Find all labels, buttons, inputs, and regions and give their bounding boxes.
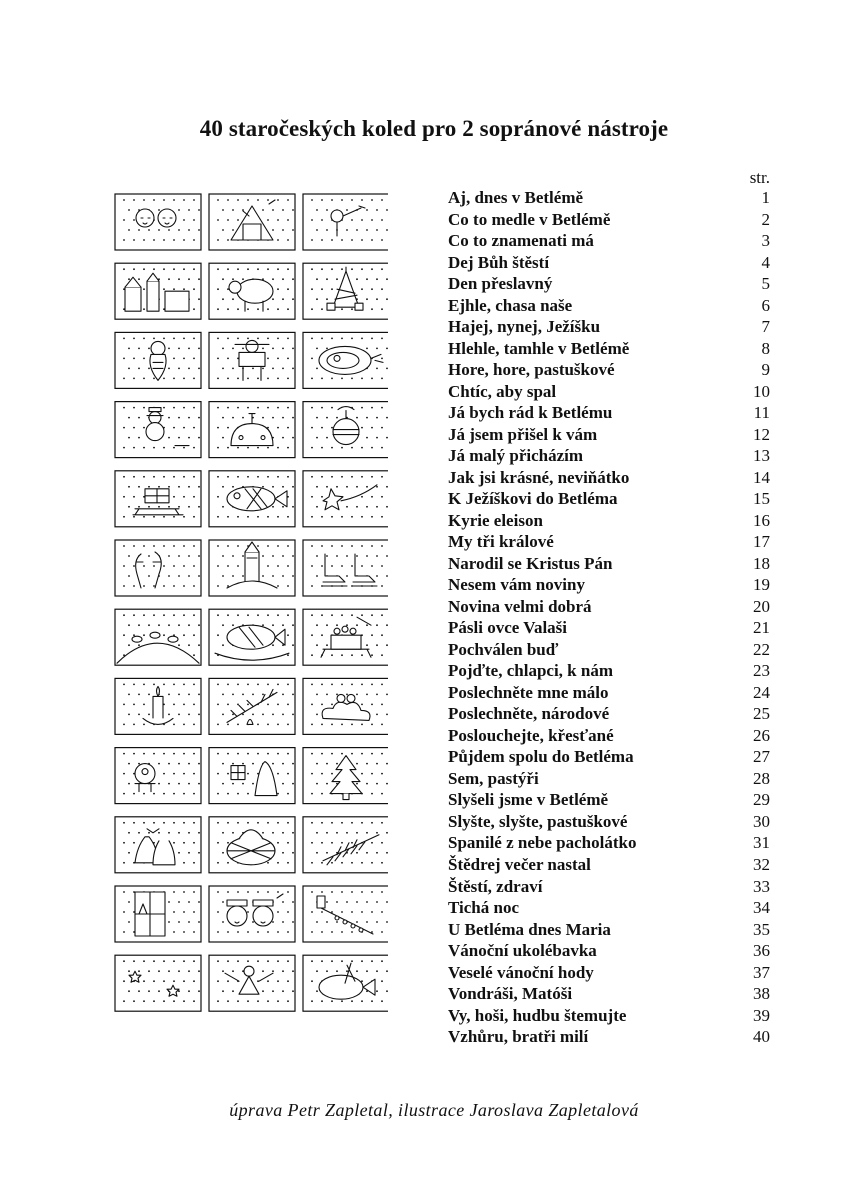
song-page-number: 1 bbox=[761, 188, 770, 207]
song-title: Nesem vám noviny bbox=[448, 575, 585, 595]
song-title: Poslouchejte, křesťané bbox=[448, 725, 614, 745]
song-title: Pásli ovce Valaši bbox=[448, 618, 568, 638]
song-title: Hajej, nynej, Ježíšku bbox=[448, 317, 601, 337]
snowman-icon bbox=[115, 402, 201, 458]
sheep-on-hill-icon bbox=[115, 609, 201, 665]
illustration-grid bbox=[113, 192, 388, 1052]
song-page-number: 14 bbox=[753, 467, 770, 487]
song-title: U Betléma dnes Maria bbox=[448, 919, 611, 939]
toc-row bbox=[448, 381, 770, 403]
toc-row bbox=[448, 897, 770, 919]
toc-row bbox=[448, 488, 770, 510]
song-title: K Ježíškovi do Betléma bbox=[448, 489, 618, 509]
ice-skates-icon bbox=[303, 540, 388, 596]
song-page-number: 33 bbox=[753, 876, 770, 896]
song-title: Ejhle, chasa naše bbox=[448, 295, 573, 315]
song-page-number: 23 bbox=[753, 661, 770, 681]
song-page-number: 25 bbox=[753, 704, 770, 724]
song-title: Chtíc, aby spal bbox=[448, 381, 557, 401]
church-tower-icon bbox=[209, 540, 295, 596]
angels-faces-icon bbox=[115, 194, 201, 250]
toc-row bbox=[448, 359, 770, 381]
song-page-number: 22 bbox=[753, 639, 770, 659]
fish-on-platter-icon bbox=[209, 609, 295, 665]
bird-in-cage-icon bbox=[115, 748, 201, 804]
song-page-number: 18 bbox=[753, 553, 770, 573]
song-page-number: 6 bbox=[761, 295, 770, 315]
song-title: Hore, hore, pastuškové bbox=[448, 360, 615, 380]
song-page-number: 29 bbox=[753, 790, 770, 810]
toc-row bbox=[448, 811, 770, 833]
toc-row bbox=[448, 854, 770, 876]
song-title: Veselé vánoční hody bbox=[448, 962, 594, 982]
christmas-ornament-icon bbox=[303, 402, 388, 458]
song-title: Kyrie eleison bbox=[448, 510, 543, 530]
toc-row bbox=[448, 832, 770, 854]
song-title: Novina velmi dobrá bbox=[448, 596, 592, 616]
song-page-number: 30 bbox=[753, 811, 770, 831]
song-page-number: 11 bbox=[753, 403, 770, 423]
window-tree-icon bbox=[115, 886, 201, 942]
toc-row bbox=[448, 467, 770, 489]
toc-row bbox=[448, 962, 770, 984]
toc-row bbox=[448, 639, 770, 661]
toc-row bbox=[448, 338, 770, 360]
toc-row bbox=[448, 574, 770, 596]
song-page-number: 19 bbox=[753, 575, 770, 595]
toc-row bbox=[448, 746, 770, 768]
song-title: Den přeslavný bbox=[448, 274, 553, 294]
song-title: Slyšeli jsme v Betlémě bbox=[448, 790, 609, 810]
page-title: 40 staročeských koled pro 2 sopránové nástroje bbox=[199, 116, 669, 141]
song-page-number: 15 bbox=[753, 489, 770, 509]
toc-row bbox=[448, 531, 770, 553]
toc-row bbox=[448, 273, 770, 295]
angel-with-fish-icon bbox=[303, 955, 388, 1011]
flying-angel-icon bbox=[209, 955, 295, 1011]
song-page-number: 17 bbox=[753, 532, 770, 552]
toc-row bbox=[448, 682, 770, 704]
song-title: Tichá noc bbox=[448, 898, 520, 918]
sled-with-basket-icon bbox=[303, 609, 388, 665]
song-title: Spanilé z nebe pacholátko bbox=[448, 833, 637, 853]
toc-row bbox=[448, 725, 770, 747]
baby-in-manger-icon bbox=[303, 332, 388, 388]
song-title: Co to medle v Betlémě bbox=[448, 209, 611, 229]
fish-icon bbox=[209, 471, 295, 527]
candle-icon bbox=[115, 678, 201, 734]
sled-with-gift-icon bbox=[115, 471, 201, 527]
song-title: Vy, hoši, hudbu štemujte bbox=[448, 1005, 627, 1025]
toc-row bbox=[448, 703, 770, 725]
toc-row bbox=[448, 660, 770, 682]
pine-branch-bell-icon bbox=[209, 678, 295, 734]
song-page-number: 27 bbox=[753, 747, 770, 767]
toc-row bbox=[448, 553, 770, 575]
song-title: Vondráši, Matóši bbox=[448, 984, 573, 1004]
table-of-contents bbox=[448, 187, 770, 1048]
song-title: Já malý přicházím bbox=[448, 446, 584, 466]
fir-branch-icon bbox=[303, 817, 388, 873]
song-page-number: 28 bbox=[753, 768, 770, 788]
night-house-icon bbox=[209, 748, 295, 804]
song-title: Vzhůru, bratři milí bbox=[448, 1027, 589, 1047]
song-page-number: 34 bbox=[753, 898, 770, 918]
song-title: Půjdem spolu do Betléma bbox=[448, 747, 634, 767]
song-title: Pochválen buď bbox=[448, 639, 559, 659]
song-page-number: 20 bbox=[753, 596, 770, 616]
credits: úprava Petr Zapletal, ilustrace Jaroslava Zapletalová bbox=[229, 1100, 639, 1120]
song-title: Pojďte, chlapci, k nám bbox=[448, 661, 613, 681]
song-page-number: 37 bbox=[753, 962, 770, 982]
bethlehem-procession-icon bbox=[303, 886, 388, 942]
stars-icon bbox=[115, 955, 201, 1011]
toc-row bbox=[448, 295, 770, 317]
song-title: Co to znamenati má bbox=[448, 231, 594, 251]
song-title: Já bych rád k Betlému bbox=[448, 403, 613, 423]
song-page-number: 26 bbox=[753, 725, 770, 745]
song-title: Hlehle, tamhle v Betlémě bbox=[448, 338, 630, 358]
toc-row bbox=[448, 768, 770, 790]
toc-row bbox=[448, 617, 770, 639]
trumpet-angel-icon bbox=[303, 194, 388, 250]
toc-row bbox=[448, 187, 770, 209]
song-title: Poslechněte mne málo bbox=[448, 682, 609, 702]
song-title: Narodil se Kristus Pán bbox=[448, 553, 613, 573]
toc-row bbox=[448, 1005, 770, 1027]
song-page-number: 40 bbox=[753, 1027, 770, 1047]
song-page-number: 38 bbox=[753, 984, 770, 1004]
comet-star-icon bbox=[303, 471, 388, 527]
toc-row bbox=[448, 209, 770, 231]
nativity-stable-icon bbox=[209, 194, 295, 250]
toc-row bbox=[448, 940, 770, 962]
song-page-number: 4 bbox=[761, 252, 770, 272]
christmas-tree-icon bbox=[303, 748, 388, 804]
toc-row bbox=[448, 1026, 770, 1048]
toc-row bbox=[448, 424, 770, 446]
toc-row bbox=[448, 402, 770, 424]
bells-icon bbox=[115, 817, 201, 873]
toc-row bbox=[448, 230, 770, 252]
song-title: Jak jsi krásné, neviňátko bbox=[448, 467, 630, 487]
cake-icon bbox=[209, 402, 295, 458]
angel-on-cloud-icon bbox=[303, 678, 388, 734]
song-page-number: 9 bbox=[761, 360, 770, 380]
shepherd-icon bbox=[209, 332, 295, 388]
song-title: Štěstí, zdraví bbox=[448, 876, 543, 896]
toc-row bbox=[448, 789, 770, 811]
song-title: Vánoční ukolébavka bbox=[448, 941, 597, 961]
song-title: Aj, dnes v Betlémě bbox=[448, 188, 584, 207]
toc-row bbox=[448, 876, 770, 898]
decorated-tree-icon bbox=[303, 263, 388, 319]
song-page-number: 21 bbox=[753, 618, 770, 638]
song-page-number: 32 bbox=[753, 854, 770, 874]
song-title: My tři králové bbox=[448, 532, 554, 552]
song-page-number: 5 bbox=[761, 274, 770, 294]
swaddled-baby-icon bbox=[115, 332, 201, 388]
song-title: Poslechněte, národové bbox=[448, 704, 610, 724]
song-title: Dej Bůh štěstí bbox=[448, 252, 550, 272]
song-page-number: 13 bbox=[753, 446, 770, 466]
song-page-number: 16 bbox=[753, 510, 770, 530]
song-page-number: 39 bbox=[753, 1005, 770, 1025]
song-page-number: 24 bbox=[753, 682, 770, 702]
song-page-number: 12 bbox=[753, 424, 770, 444]
song-page-number: 7 bbox=[761, 317, 770, 337]
toc-row bbox=[448, 510, 770, 532]
toc-row bbox=[448, 252, 770, 274]
basket-icon bbox=[209, 817, 295, 873]
song-page-number: 36 bbox=[753, 941, 770, 961]
song-page-number: 2 bbox=[761, 209, 770, 229]
song-title: Štědrej večer nastal bbox=[448, 854, 591, 874]
toc-row bbox=[448, 316, 770, 338]
song-title: Slyšte, slyšte, pastuškové bbox=[448, 811, 628, 831]
song-page-number: 31 bbox=[753, 833, 770, 853]
toc-row bbox=[448, 596, 770, 618]
song-page-number: 8 bbox=[761, 338, 770, 358]
sheep-icon bbox=[209, 263, 295, 319]
toc-row bbox=[448, 445, 770, 467]
mittens-icon bbox=[115, 540, 201, 596]
toc-row bbox=[448, 919, 770, 941]
song-page-number: 3 bbox=[761, 231, 770, 251]
song-page-number: 10 bbox=[753, 381, 770, 401]
song-page-number: 35 bbox=[753, 919, 770, 939]
song-title: Sem, pastýři bbox=[448, 768, 539, 788]
page-column-header: str. bbox=[749, 168, 770, 187]
toc-row bbox=[448, 983, 770, 1005]
village-church-icon bbox=[115, 263, 201, 319]
carolers-icon bbox=[209, 886, 295, 942]
song-title: Já jsem přišel k vám bbox=[448, 424, 598, 444]
